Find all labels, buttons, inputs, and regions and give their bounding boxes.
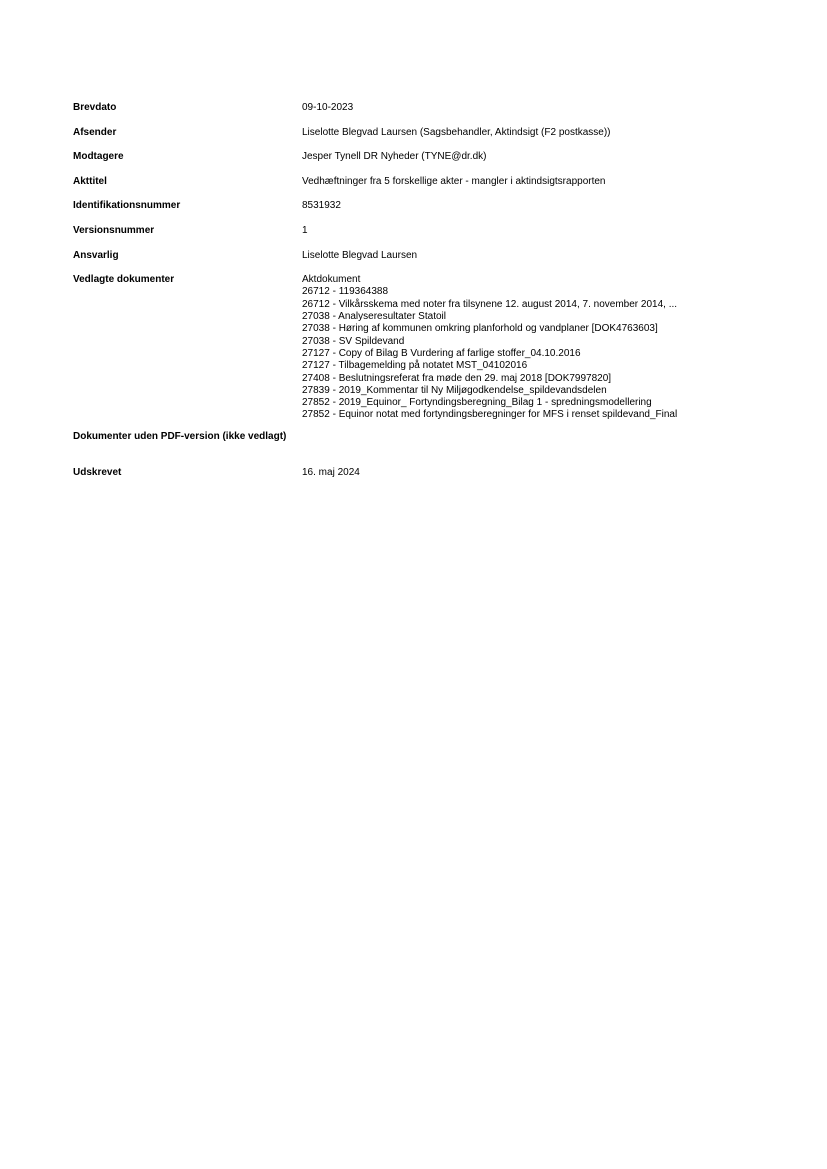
row-versionsnummer	[73, 225, 753, 250]
value-modtagere: Jesper Tynell DR Nyheder (TYNE@dr.dk)	[302, 151, 487, 163]
document-metadata-table	[73, 102, 753, 491]
list-item: 27839 - 2019_Kommentar til Ny Miljøgodkendelse_spildevandsdelen	[302, 384, 607, 396]
list-item: 27852 - Equinor notat med fortyndingsberegninger for MFS i renset spildevand_Final	[302, 409, 678, 421]
row-ansvarlig	[73, 250, 753, 275]
label-modtagere: Modtagere	[73, 151, 124, 163]
row-modtagere	[73, 151, 753, 176]
value-ansvarlig: Liselotte Blegvad Laursen	[302, 249, 418, 261]
value-identifikationsnummer: 8531932	[302, 200, 341, 212]
label-akttitel: Akttitel	[73, 175, 107, 187]
label-udskrevet: Udskrevet	[73, 466, 122, 478]
list-item: 26712 - Vilkårsskema med noter fra tilsynene 12. august 2014, 7. november 2014, ...	[302, 298, 678, 310]
list-item: 27852 - 2019_Equinor_ Fortyndingsberegning_Bilag 1 - spredningsmodellering	[302, 397, 652, 409]
attached-documents-list	[302, 274, 753, 422]
label-dokumenter-uden-pdf: Dokumenter uden PDF-version (ikke vedlagt)	[73, 430, 287, 442]
label-brevdato: Brevdato	[73, 102, 117, 113]
row-udskrevet	[73, 467, 753, 492]
row-vedlagte-dokumenter	[73, 274, 753, 422]
row-identifikationsnummer	[73, 200, 753, 225]
list-item: 27408 - Beslutningsreferat fra møde den 29. maj 2018 [DOK7997820]	[302, 372, 612, 384]
list-item: 26712 - 119364388	[302, 286, 389, 298]
value-akttitel: Vedhæftninger fra 5 forskellige akter - mangler i aktindsigtsrapporten	[302, 175, 606, 187]
value-afsender: Liselotte Blegvad Laursen (Sagsbehandler, Aktindsigt (F2 postkasse))	[302, 126, 611, 138]
label-versionsnummer: Versionsnummer	[73, 224, 155, 236]
list-item: 27038 - Analyseresultater Statoil	[302, 311, 446, 323]
row-akttitel	[73, 176, 753, 201]
label-ansvarlig: Ansvarlig	[73, 249, 119, 261]
list-item: 27038 - SV Spildevand	[302, 335, 405, 347]
label-identifikationsnummer: Identifikationsnummer	[73, 200, 181, 212]
list-item: 27127 - Tilbagemelding på notatet MST_04102016	[302, 360, 528, 372]
value-udskrevet: 16. maj 2024	[302, 466, 360, 478]
label-afsender: Afsender	[73, 126, 117, 138]
list-item: 27038 - Høring af kommunen omkring planforhold og vandplaner [DOK4763603]	[302, 323, 658, 335]
row-afsender	[73, 127, 753, 152]
list-item: Aktdokument	[302, 274, 361, 286]
value-versionsnummer: 1	[302, 224, 308, 236]
row-brevdato	[73, 102, 753, 127]
label-vedlagte-dokumenter: Vedlagte dokumenter	[73, 274, 175, 286]
row-dokumenter-uden-pdf	[73, 431, 753, 467]
list-item: 27127 - Copy of Bilag B Vurdering af farlige stoffer_04.10.2016	[302, 347, 581, 359]
value-brevdato: 09-10-2023	[302, 102, 354, 113]
